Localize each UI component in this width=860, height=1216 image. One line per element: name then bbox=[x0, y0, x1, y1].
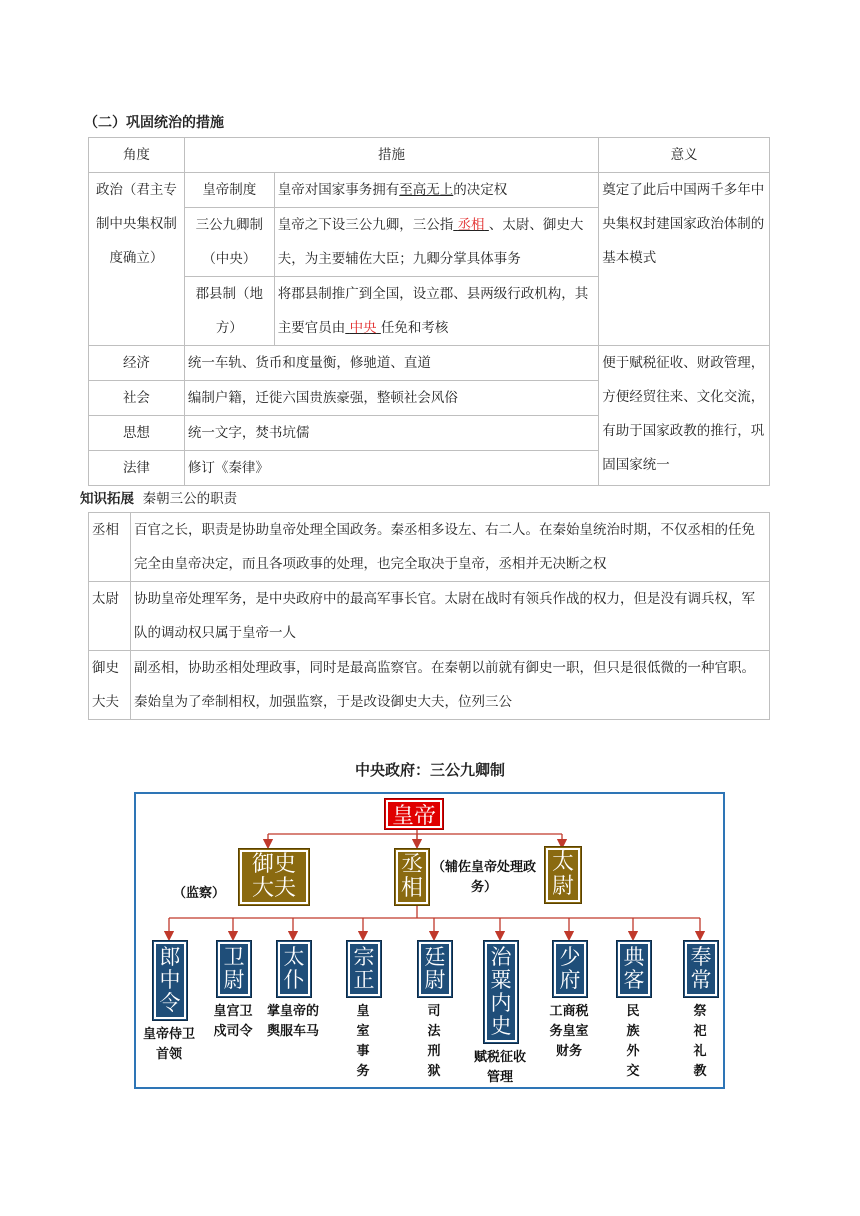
minister-box bbox=[616, 940, 652, 998]
minister-duty: 工商税务皇室财务 bbox=[549, 1004, 589, 1059]
minister-desc: 百官之长，职责是协助皇帝处理全国政务。秦丞相多设左、右二人。在秦始皇统治时期，不仅丞相的任免完全由皇帝决定，而且各项政事的处理，也完全取决于皇帝，丞相并无决断之权 bbox=[131, 513, 770, 582]
minister-label: 郎中令 bbox=[159, 945, 181, 1015]
header-measure: 措施 bbox=[184, 138, 598, 173]
row-measure: 将郡县制推广到全国，设立郡、县两级行政机构，其主要官员由 中央 任免和考核 bbox=[274, 277, 598, 346]
political-significance: 奠定了此后中国两千多年中央集权封建国家政治体制的基本模式 bbox=[599, 173, 770, 346]
minister-duty: 掌皇帝的舆服车马 bbox=[266, 1004, 319, 1039]
minister-box bbox=[276, 940, 312, 998]
chengxiang-box bbox=[394, 848, 430, 906]
minister-label: 少府 bbox=[559, 945, 581, 992]
diagram-title: 中央政府：三公九卿制 bbox=[354, 761, 505, 779]
political-angle: 政治（君主专制中央集权制度确立） bbox=[89, 173, 185, 346]
yushi-note: （监察） bbox=[172, 886, 225, 901]
minister-box bbox=[683, 940, 719, 998]
minister-label: 治粟内史 bbox=[490, 945, 512, 1038]
emperor-box: 皇帝 bbox=[384, 798, 444, 830]
row-measure: 皇帝对国家事务拥有至高无上的决定权 bbox=[274, 173, 598, 208]
angle-thought: 思想 bbox=[89, 416, 185, 451]
knowledge-heading: 知识拓展 秦朝三公的职责 bbox=[80, 491, 238, 507]
header-significance: 意义 bbox=[599, 138, 770, 173]
org-chart bbox=[134, 792, 725, 1089]
minister-label: 卫尉 bbox=[223, 945, 245, 992]
minister-box bbox=[417, 940, 453, 998]
minister-name: 丞相 bbox=[89, 513, 131, 582]
minister-label: 太仆 bbox=[283, 945, 305, 992]
minister-label: 典客 bbox=[623, 945, 645, 992]
minister-duty: 赋税征收管理 bbox=[473, 1050, 526, 1085]
row-name: 郡县制（地方） bbox=[184, 277, 274, 346]
minister-box bbox=[483, 940, 519, 1044]
minister-name: 御史大夫 bbox=[89, 651, 131, 720]
measure-economy: 统一车轨、货币和度量衡，修驰道、直道 bbox=[184, 346, 598, 381]
row-name: 皇帝制度 bbox=[184, 173, 274, 208]
minister-duty: 民族外交 bbox=[626, 1004, 640, 1079]
minister-box bbox=[152, 940, 188, 1021]
yushi-box bbox=[238, 848, 310, 906]
row-name: 三公九卿制（中央） bbox=[184, 208, 274, 277]
measures-table bbox=[88, 137, 770, 486]
measure-society: 编制户籍，迁徙六国贵族豪强，整顿社会风俗 bbox=[184, 381, 598, 416]
row-measure: 皇帝之下设三公九卿，三公指 丞相 、太尉、御史大夫，为主要辅佐大臣；九卿分掌具体事务 bbox=[274, 208, 598, 277]
measure-law: 修订《秦律》 bbox=[184, 451, 598, 486]
section-title: （二）巩固统治的措施 bbox=[84, 115, 224, 131]
taiwei-box bbox=[544, 846, 582, 904]
taiwei-label: 太尉 bbox=[551, 850, 574, 899]
minister-duty: 皇宫卫戍司令 bbox=[213, 1004, 253, 1039]
yushi-label: 御史大夫 bbox=[251, 852, 296, 901]
minister-box bbox=[346, 940, 382, 998]
angle-economy: 经济 bbox=[89, 346, 185, 381]
minister-duty: 皇室事务 bbox=[356, 1004, 370, 1079]
header-angle: 角度 bbox=[89, 138, 185, 173]
minister-desc: 协助皇帝处理军务，是中央政府中的最高军事长官。太尉在战时有领兵作战的权力，但是没有调兵权，军队的调动权只属于皇帝一人 bbox=[131, 582, 770, 651]
minister-duty: 司法刑狱 bbox=[427, 1004, 441, 1079]
angle-society: 社会 bbox=[89, 381, 185, 416]
minister-duty: 祭祀礼教 bbox=[693, 1004, 707, 1079]
minister-name: 太尉 bbox=[89, 582, 131, 651]
minister-box bbox=[216, 940, 252, 998]
minister-duty: 皇帝侍卫首领 bbox=[142, 1027, 195, 1062]
angle-law: 法律 bbox=[89, 451, 185, 486]
minister-desc: 副丞相，协助丞相处理政事，同时是最高监察官。在秦朝以前就有御史一职，但只是很低微的一种官职。秦始皇为了牵制相权，加强监察，于是改设御史大夫，位列三公 bbox=[131, 651, 770, 720]
minister-box bbox=[552, 940, 588, 998]
chengxiang-label: 丞相 bbox=[400, 852, 423, 901]
others-significance: 便于赋税征收、财政管理，方便经贸往来、文化交流，有助于国家政教的推行，巩固国家统一 bbox=[599, 346, 770, 486]
minister-label: 奉常 bbox=[690, 945, 712, 992]
minister-label: 廷尉 bbox=[424, 945, 446, 992]
chengxiang-note: （辅佐皇帝处理政务） bbox=[432, 860, 537, 895]
measure-thought: 统一文字，焚书坑儒 bbox=[184, 416, 598, 451]
minister-label: 宗正 bbox=[353, 945, 375, 992]
three-ministers-table bbox=[88, 512, 770, 720]
